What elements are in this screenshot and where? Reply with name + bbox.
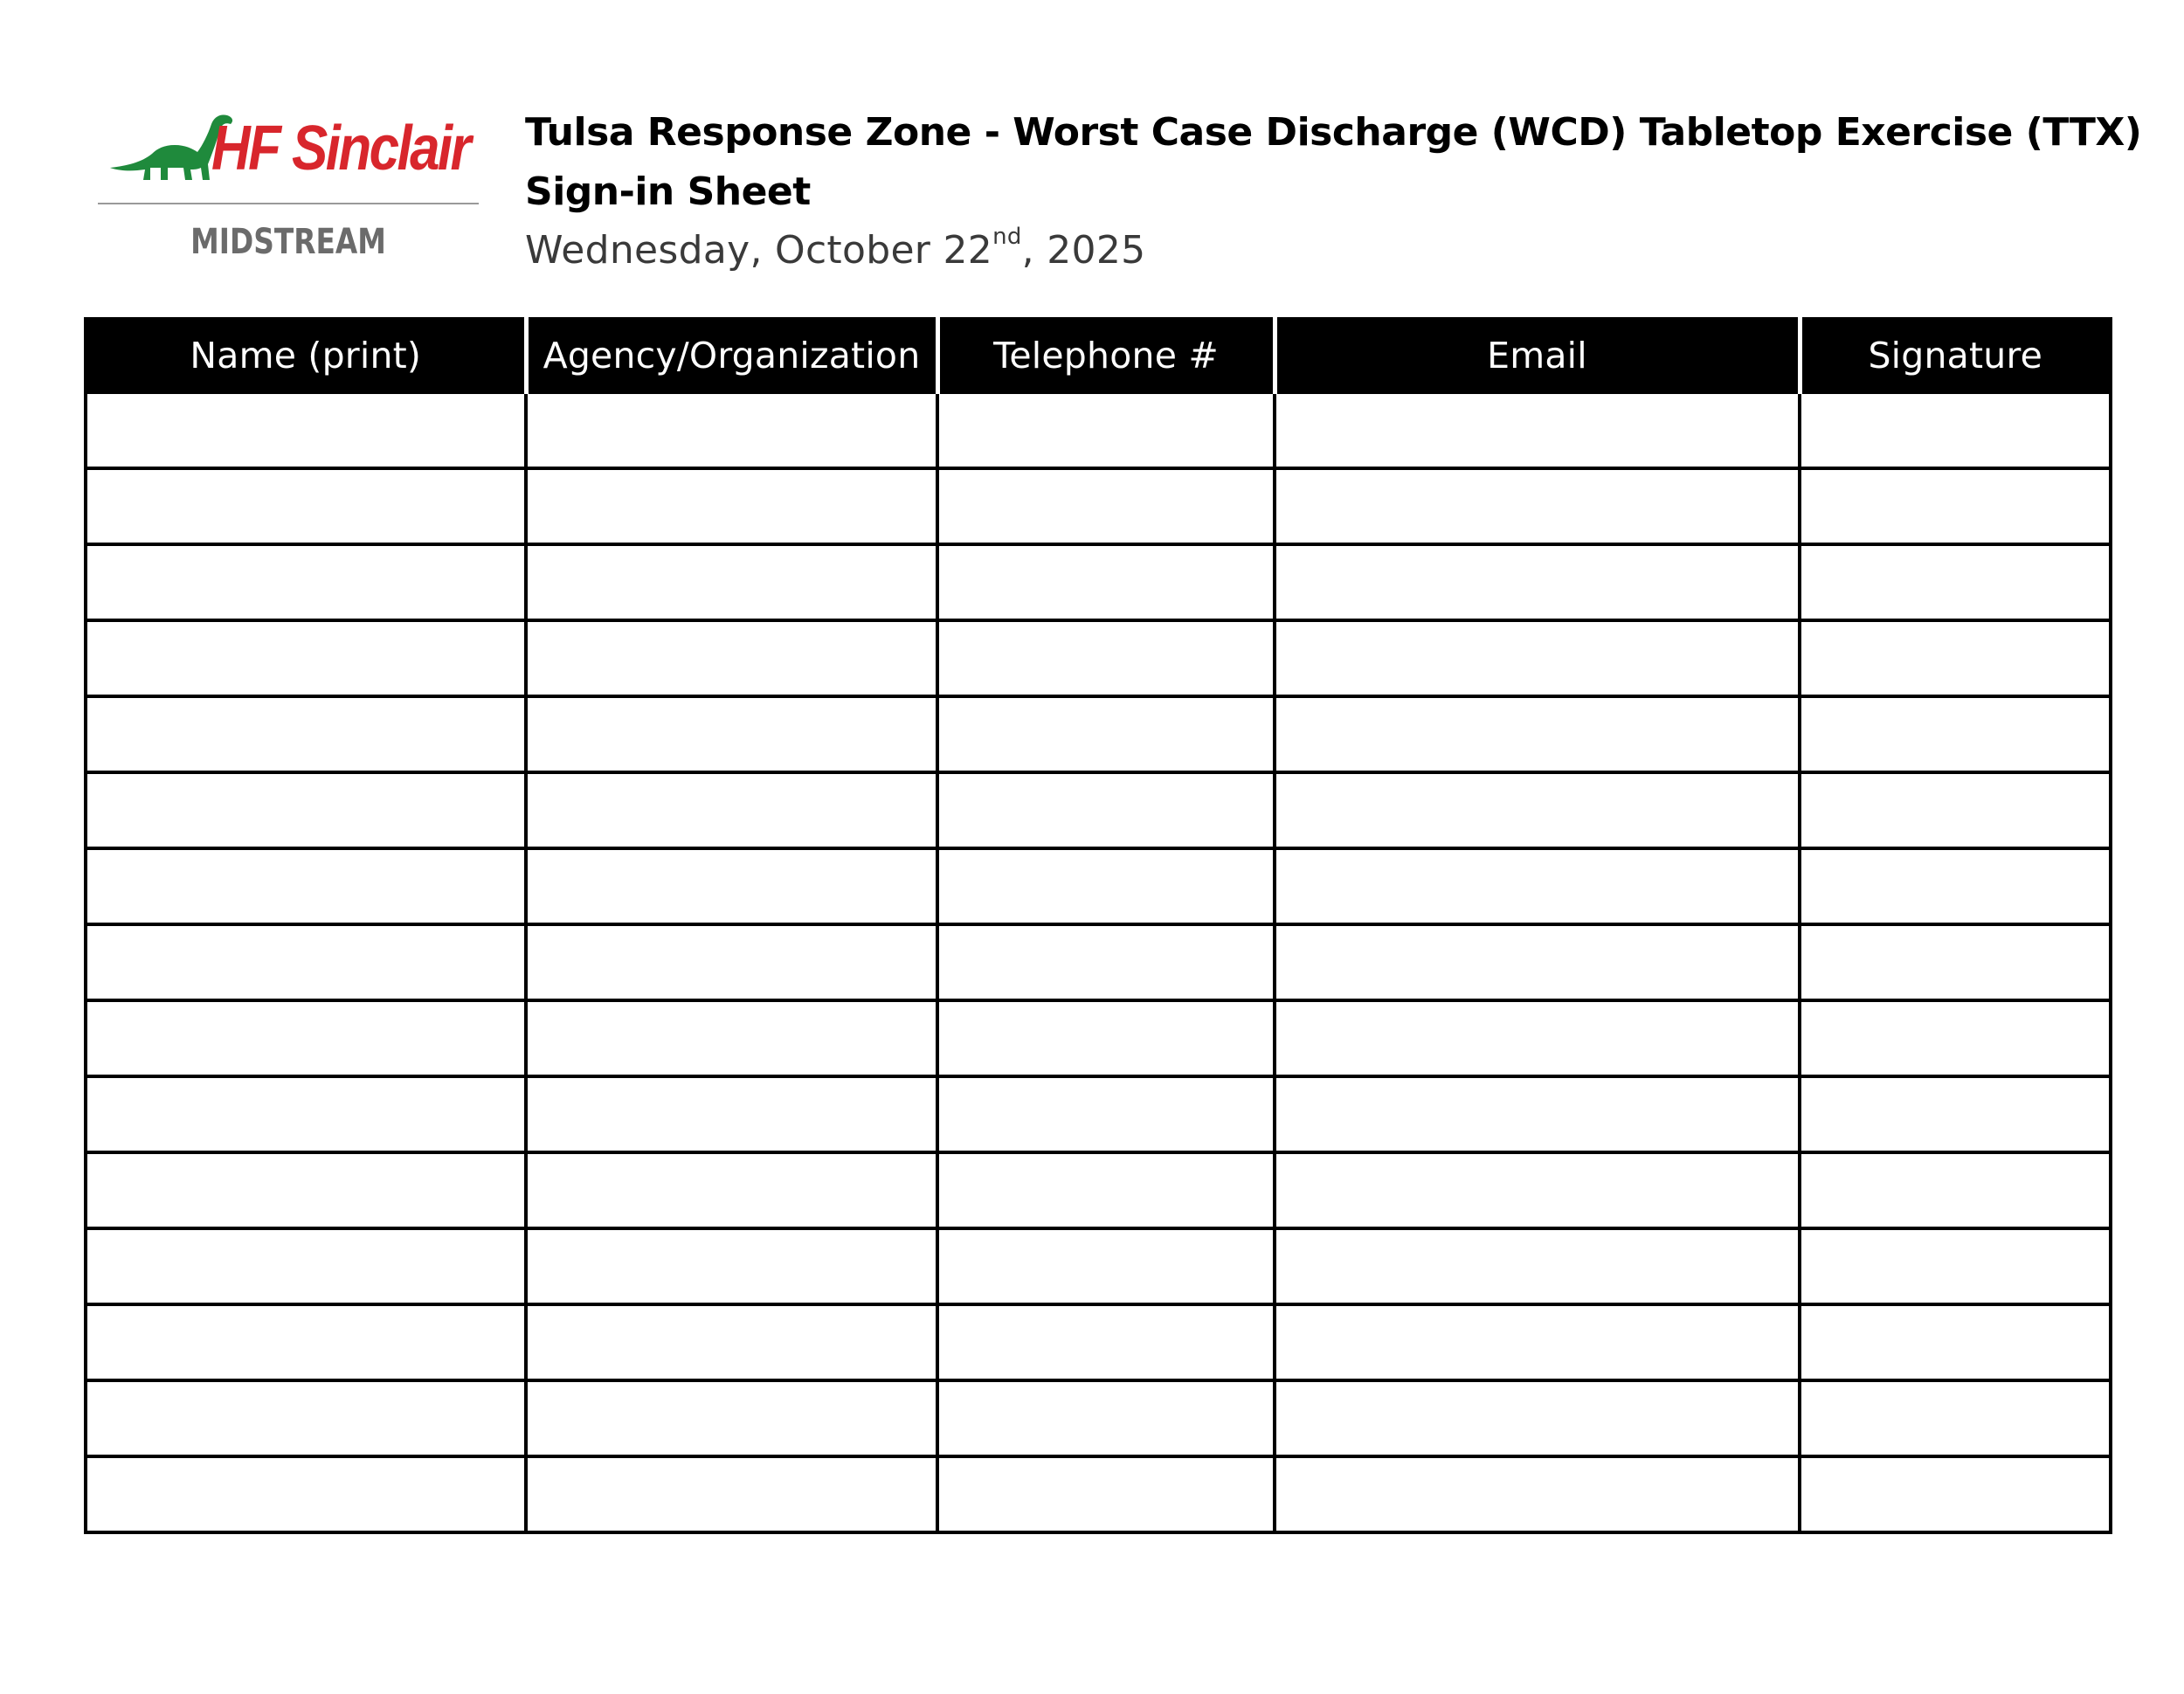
column-header-telephone: Telephone # bbox=[937, 319, 1275, 392]
column-header-name: Name (print) bbox=[86, 319, 526, 392]
name-cell[interactable] bbox=[86, 1456, 526, 1532]
signature-cell[interactable] bbox=[1800, 468, 2111, 544]
telephone-cell[interactable] bbox=[937, 1456, 1275, 1532]
telephone-cell[interactable] bbox=[937, 1000, 1275, 1076]
email-cell[interactable] bbox=[1275, 1000, 1800, 1076]
name-cell[interactable] bbox=[86, 772, 526, 848]
agency-cell[interactable] bbox=[526, 848, 937, 924]
agency-cell[interactable] bbox=[526, 696, 937, 772]
table-row bbox=[86, 544, 2111, 620]
signature-cell[interactable] bbox=[1800, 1456, 2111, 1532]
table-row bbox=[86, 1380, 2111, 1456]
signature-cell[interactable] bbox=[1800, 772, 2111, 848]
document-title: Tulsa Response Zone - Worst Case Discharge (WCD) Tabletop Exercise (TTX) bbox=[525, 110, 2142, 155]
agency-cell[interactable] bbox=[526, 1076, 937, 1152]
document-header bbox=[525, 103, 2150, 280]
date-main: Wednesday, October 22 bbox=[525, 228, 993, 273]
table-row bbox=[86, 1456, 2111, 1532]
telephone-cell[interactable] bbox=[937, 544, 1275, 620]
name-cell[interactable] bbox=[86, 1380, 526, 1456]
signature-cell[interactable] bbox=[1800, 848, 2111, 924]
table-row bbox=[86, 772, 2111, 848]
telephone-cell[interactable] bbox=[937, 696, 1275, 772]
column-header-signature: Signature bbox=[1800, 319, 2111, 392]
table-row bbox=[86, 696, 2111, 772]
sign-in-table bbox=[84, 317, 2112, 1534]
telephone-cell[interactable] bbox=[937, 1152, 1275, 1228]
signature-cell[interactable] bbox=[1800, 1152, 2111, 1228]
telephone-cell[interactable] bbox=[937, 924, 1275, 1000]
column-header-agency: Agency/Organization bbox=[526, 319, 937, 392]
name-cell[interactable] bbox=[86, 1000, 526, 1076]
name-cell[interactable] bbox=[86, 544, 526, 620]
agency-cell[interactable] bbox=[526, 924, 937, 1000]
column-header-email: Email bbox=[1275, 319, 1800, 392]
signature-cell[interactable] bbox=[1800, 1304, 2111, 1380]
table-row bbox=[86, 1304, 2111, 1380]
agency-cell[interactable] bbox=[526, 1456, 937, 1532]
name-cell[interactable] bbox=[86, 696, 526, 772]
name-cell[interactable] bbox=[86, 468, 526, 544]
agency-cell[interactable] bbox=[526, 772, 937, 848]
name-cell[interactable] bbox=[86, 620, 526, 696]
signature-cell[interactable] bbox=[1800, 696, 2111, 772]
email-cell[interactable] bbox=[1275, 544, 1800, 620]
name-cell[interactable] bbox=[86, 1076, 526, 1152]
signature-cell[interactable] bbox=[1800, 544, 2111, 620]
table-body bbox=[86, 392, 2111, 1532]
agency-cell[interactable] bbox=[526, 392, 937, 468]
email-cell[interactable] bbox=[1275, 848, 1800, 924]
name-cell[interactable] bbox=[86, 1228, 526, 1304]
signature-cell[interactable] bbox=[1800, 392, 2111, 468]
signature-cell[interactable] bbox=[1800, 1380, 2111, 1456]
table-row bbox=[86, 848, 2111, 924]
telephone-cell[interactable] bbox=[937, 468, 1275, 544]
agency-cell[interactable] bbox=[526, 1380, 937, 1456]
name-cell[interactable] bbox=[86, 1304, 526, 1380]
telephone-cell[interactable] bbox=[937, 1380, 1275, 1456]
name-cell[interactable] bbox=[86, 392, 526, 468]
agency-cell[interactable] bbox=[526, 1000, 937, 1076]
table-row bbox=[86, 620, 2111, 696]
table-row bbox=[86, 468, 2111, 544]
signature-cell[interactable] bbox=[1800, 1000, 2111, 1076]
telephone-cell[interactable] bbox=[937, 392, 1275, 468]
signature-cell[interactable] bbox=[1800, 620, 2111, 696]
signature-cell[interactable] bbox=[1800, 924, 2111, 1000]
document-subtitle: Sign-in Sheet bbox=[525, 169, 811, 214]
agency-cell[interactable] bbox=[526, 1304, 937, 1380]
telephone-cell[interactable] bbox=[937, 848, 1275, 924]
name-cell[interactable] bbox=[86, 1152, 526, 1228]
email-cell[interactable] bbox=[1275, 1304, 1800, 1380]
signature-cell[interactable] bbox=[1800, 1076, 2111, 1152]
email-cell[interactable] bbox=[1275, 392, 1800, 468]
table-row bbox=[86, 1076, 2111, 1152]
table-row bbox=[86, 392, 2111, 468]
logo-subtitle: MIDSTREAM bbox=[190, 222, 386, 262]
email-cell[interactable] bbox=[1275, 1076, 1800, 1152]
email-cell[interactable] bbox=[1275, 924, 1800, 1000]
logo-mark bbox=[98, 105, 479, 192]
table-row bbox=[86, 1000, 2111, 1076]
agency-cell[interactable] bbox=[526, 544, 937, 620]
telephone-cell[interactable] bbox=[937, 620, 1275, 696]
email-cell[interactable] bbox=[1275, 696, 1800, 772]
logo-wordmark: HF Sinclair bbox=[211, 114, 470, 183]
telephone-cell[interactable] bbox=[937, 1076, 1275, 1152]
company-logo bbox=[98, 105, 479, 271]
table-header-row bbox=[86, 319, 2111, 392]
email-cell[interactable] bbox=[1275, 1380, 1800, 1456]
email-cell[interactable] bbox=[1275, 468, 1800, 544]
table-row bbox=[86, 1152, 2111, 1228]
email-cell[interactable] bbox=[1275, 620, 1800, 696]
logo-divider bbox=[98, 203, 479, 204]
agency-cell[interactable] bbox=[526, 1228, 937, 1304]
email-cell[interactable] bbox=[1275, 772, 1800, 848]
email-cell[interactable] bbox=[1275, 1152, 1800, 1228]
email-cell[interactable] bbox=[1275, 1456, 1800, 1532]
telephone-cell[interactable] bbox=[937, 1304, 1275, 1380]
signature-cell[interactable] bbox=[1800, 1228, 2111, 1304]
telephone-cell[interactable] bbox=[937, 1228, 1275, 1304]
document-date bbox=[525, 222, 2150, 280]
agency-cell[interactable] bbox=[526, 620, 937, 696]
table-row bbox=[86, 924, 2111, 1000]
email-cell[interactable] bbox=[1275, 1228, 1800, 1304]
name-cell[interactable] bbox=[86, 924, 526, 1000]
telephone-cell[interactable] bbox=[937, 772, 1275, 848]
name-cell[interactable] bbox=[86, 848, 526, 924]
table-row bbox=[86, 1228, 2111, 1304]
agency-cell[interactable] bbox=[526, 1152, 937, 1228]
date-year: , 2025 bbox=[1021, 228, 1146, 273]
agency-cell[interactable] bbox=[526, 468, 937, 544]
date-ordinal: nd bbox=[992, 224, 1022, 251]
